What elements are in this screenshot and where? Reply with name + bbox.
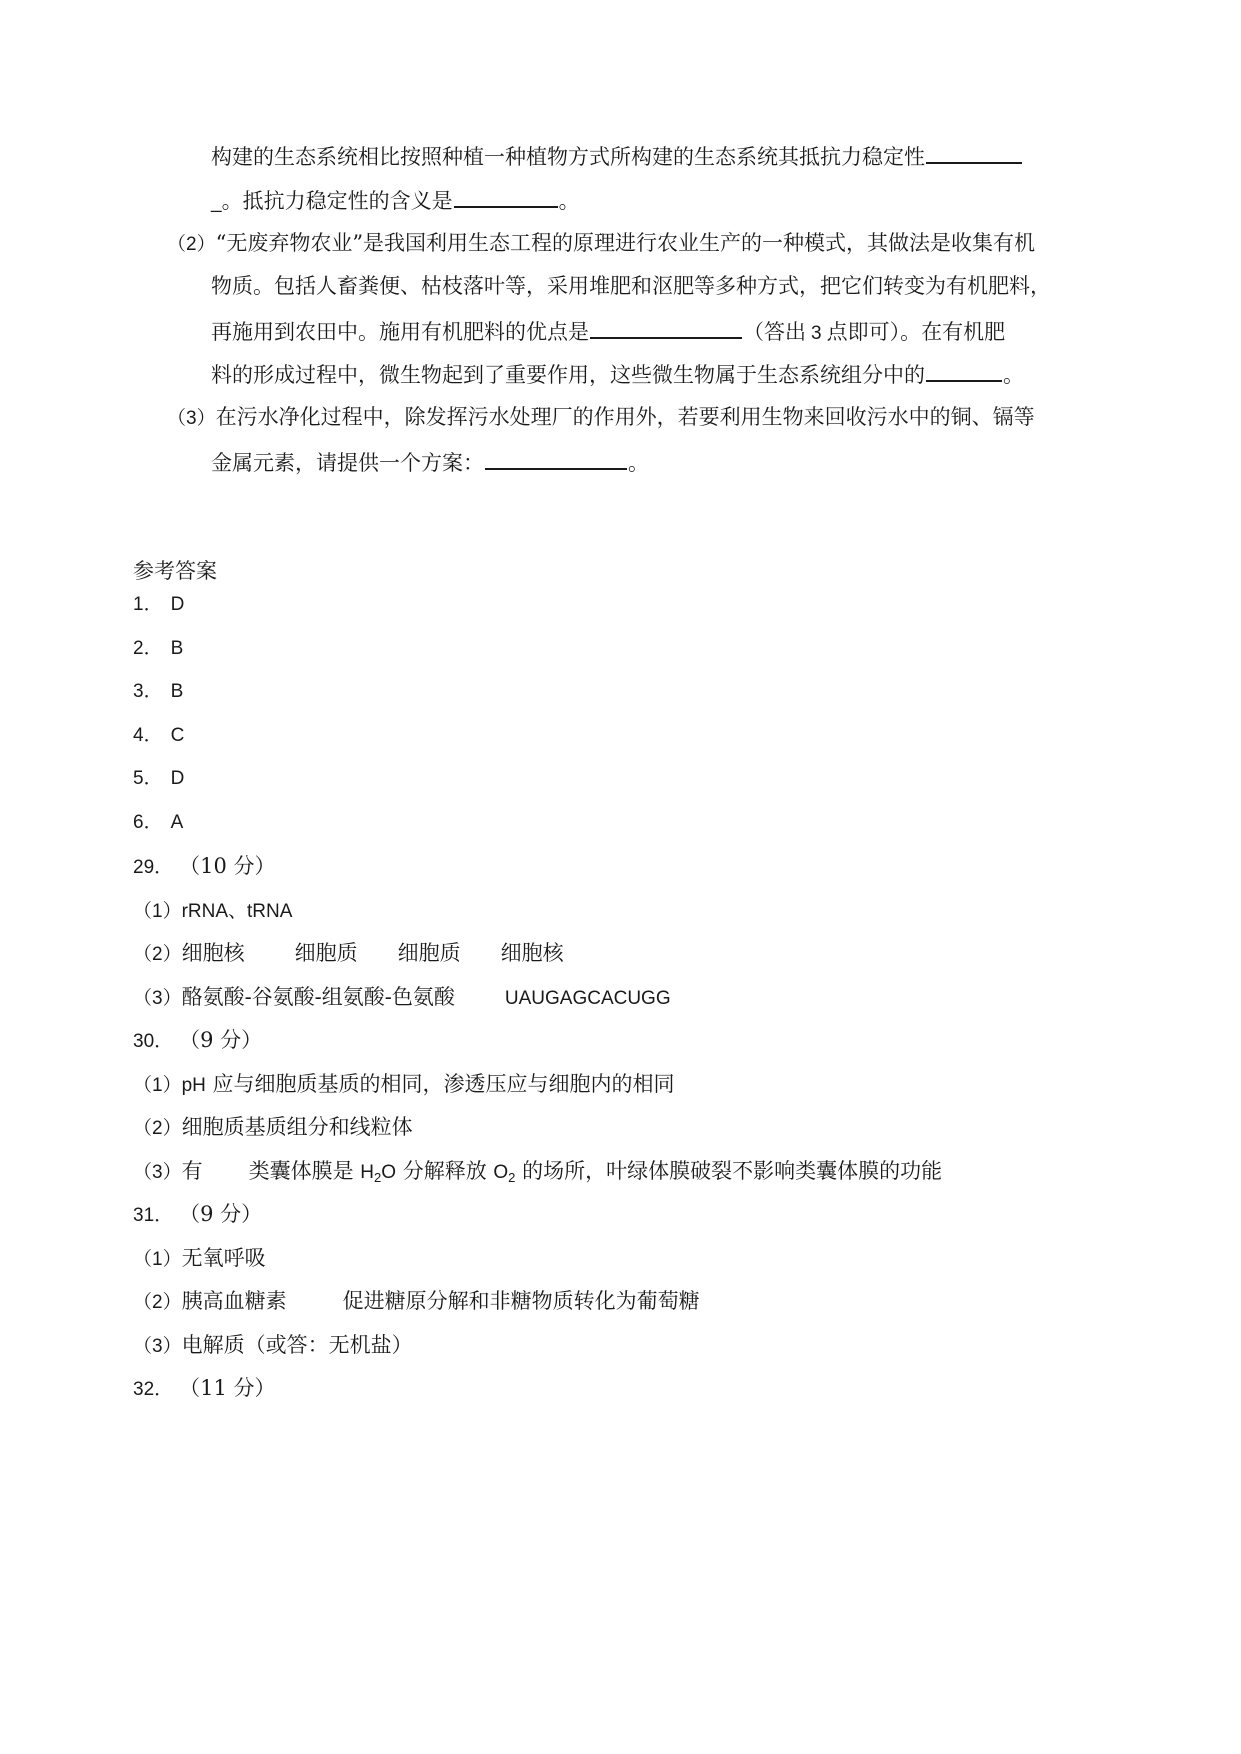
q30-a1 xyxy=(133,1069,675,1099)
q-part1-line2 xyxy=(211,184,580,214)
answer-blank xyxy=(926,358,1002,382)
q30-a3 xyxy=(133,1156,942,1186)
formula-o: O xyxy=(493,1162,509,1183)
q-part1-line1 xyxy=(211,140,1023,170)
answer-value: B xyxy=(170,638,184,659)
answer-text: 细胞核 xyxy=(500,941,564,965)
period: 。 xyxy=(1003,363,1024,387)
answer-text: 无氧呼吸 xyxy=(181,1246,266,1270)
answer-blank xyxy=(590,315,742,339)
question-number: 31． xyxy=(133,1205,174,1226)
count-number: 3 xyxy=(811,323,822,344)
answer-text: 促进糖原分解和非糖物质转化为葡萄糖 xyxy=(342,1289,700,1313)
answer-number: 3． xyxy=(133,681,163,702)
q29-a2 xyxy=(133,938,564,968)
answer-1 xyxy=(133,590,184,620)
sub-marker: （2） xyxy=(133,1292,182,1313)
answer-6 xyxy=(133,808,183,838)
sub-marker: （3） xyxy=(133,1336,182,1357)
answers-heading: 参考答案 xyxy=(133,559,217,583)
subscript: 2 xyxy=(374,1170,382,1185)
answer-text: 细胞质 xyxy=(294,941,358,965)
answer-3 xyxy=(133,677,183,707)
answer-number: 2． xyxy=(133,638,163,659)
answer-value: B xyxy=(170,681,184,702)
answer-2 xyxy=(133,634,183,664)
sub-marker: （3） xyxy=(133,988,182,1009)
part2-text: 料的形成过程中，微生物起到了重要作用，这些微生物属于生态系统组分中的 xyxy=(211,363,925,387)
part3-text: 在污水净化过程中，除发挥污水处理厂的作用外，若要利用生物来回收污水中的铜、镉等 xyxy=(215,405,1035,429)
q32-title xyxy=(133,1373,276,1403)
answer-text: 有 xyxy=(181,1159,203,1183)
answer-number: 1． xyxy=(133,594,163,615)
answer-blank xyxy=(454,184,558,208)
part2-text: “无废弃物农业”是我国利用生态工程的原理进行农业生产的一种模式，其做法是收集有机 xyxy=(215,231,1036,255)
answer-value: D xyxy=(170,768,185,789)
answer-number: 4． xyxy=(133,725,163,746)
formula-o: O xyxy=(381,1162,397,1183)
part2-text: 点即可）。在有机肥 xyxy=(826,320,1006,344)
q-part2-line2 xyxy=(211,271,1051,301)
question-score: （11 分） xyxy=(179,1376,276,1400)
q-part2-line4 xyxy=(211,358,1024,388)
answer-text: 应与细胞质基质的相同，渗透压应与细胞内的相同 xyxy=(205,1072,675,1096)
answer-text: 的场所，叶绿体膜破裂不影响类囊体膜的功能 xyxy=(515,1159,943,1183)
part3-text: 金属元素，请提供一个方案： xyxy=(211,451,484,475)
answer-text: 电解质（或答：无机盐） xyxy=(181,1333,413,1357)
q31-a2 xyxy=(133,1286,700,1316)
sub-marker: （3） xyxy=(133,1162,182,1183)
q30-a2 xyxy=(133,1112,413,1142)
question-number: 32． xyxy=(133,1379,174,1400)
answer-text: 胰高血糖素 xyxy=(181,1289,287,1313)
period: 。 xyxy=(628,451,649,475)
ph-label: pH xyxy=(181,1075,206,1096)
question-score: （9 分） xyxy=(179,1028,263,1052)
part2-text: 物质。包括人畜粪便、枯枝落叶等，采用堆肥和沤肥等多种方式，把它们转变为有机肥料， xyxy=(211,274,1051,298)
answer-text: 细胞质基质组分和线粒体 xyxy=(181,1115,413,1139)
formula-h: H xyxy=(360,1162,374,1183)
answer-text: 细胞核 xyxy=(181,941,245,965)
answer-number: 5． xyxy=(133,768,163,789)
part2-text: 再施用到农田中。施用有机肥料的优点是 xyxy=(211,320,589,344)
period: 。 xyxy=(558,189,580,213)
question-number: 30． xyxy=(133,1031,174,1052)
q-part2-line1 xyxy=(167,228,1035,258)
answer-text: 酪氨酸-谷氨酸-组氨酸-色氨酸 xyxy=(181,985,455,1009)
question-number: 29． xyxy=(133,857,174,878)
answer-number: 6． xyxy=(133,812,163,833)
q31-a1 xyxy=(133,1243,266,1273)
part1-text2: 。抵抗力稳定性的含义是 xyxy=(221,189,453,213)
answer-text: 分解释放 xyxy=(396,1159,494,1183)
q30-title xyxy=(133,1025,262,1055)
answer-value: A xyxy=(170,812,184,833)
q29-a1 xyxy=(133,895,292,925)
answer-blank xyxy=(926,140,1022,164)
q-part3-line1 xyxy=(167,402,1035,432)
answer-value: D xyxy=(170,594,185,615)
answer-4 xyxy=(133,721,184,751)
part3-marker: （3） xyxy=(167,408,216,429)
sub-marker: （1） xyxy=(133,901,182,922)
answer-text: 类囊体膜是 xyxy=(248,1159,361,1183)
sub-marker: （2） xyxy=(133,1118,182,1139)
sub-marker: （2） xyxy=(133,944,182,965)
part2-text: （答出 xyxy=(743,320,806,344)
sub-marker: （1） xyxy=(133,1075,182,1096)
q-part2-line3 xyxy=(211,315,1005,345)
answer-5 xyxy=(133,764,184,794)
answer-text: rRNA、tRNA xyxy=(181,901,293,922)
part1-text: 构建的生态系统相比按照种植一种植物方式所构建的生态系统其抵抗力稳定性 xyxy=(211,145,925,169)
sub-marker: （1） xyxy=(133,1249,182,1270)
answer-text: 细胞质 xyxy=(397,941,461,965)
q29-a3 xyxy=(133,982,671,1012)
answer-value: C xyxy=(170,725,185,746)
q29-title xyxy=(133,851,276,881)
subscript: 2 xyxy=(508,1170,516,1185)
q31-a3 xyxy=(133,1330,413,1360)
answer-blank xyxy=(485,446,627,470)
question-score: （10 分） xyxy=(179,854,276,878)
q-part3-line2 xyxy=(211,446,649,476)
part2-marker: （2） xyxy=(167,234,216,255)
q31-title xyxy=(133,1199,262,1229)
question-score: （9 分） xyxy=(179,1202,263,1226)
rna-sequence: UAUGAGCACUGG xyxy=(504,988,671,1009)
blank-tail: _ xyxy=(211,192,222,213)
